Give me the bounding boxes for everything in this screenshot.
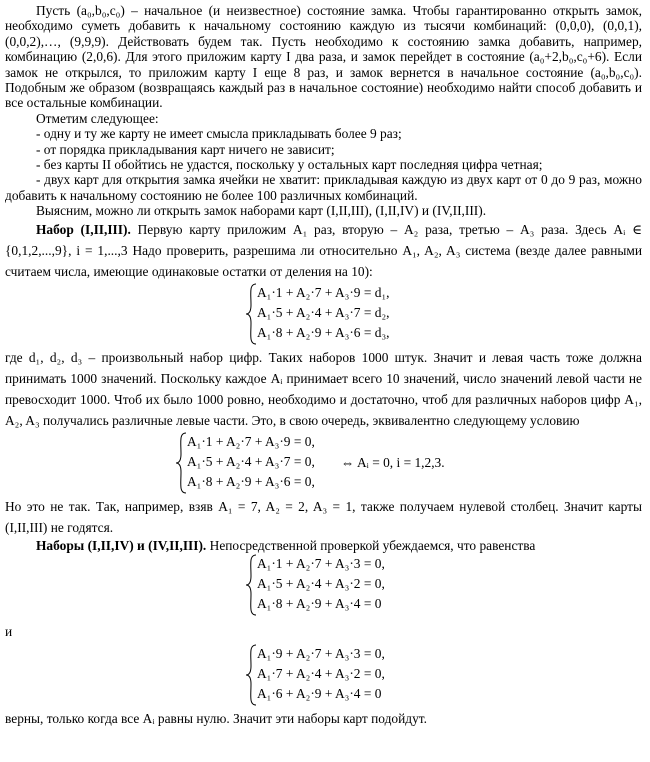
equation-row: A₁·8 + A₂·9 + A₃·6 = 0, — [187, 473, 315, 489]
set-one-heading: Набор (I,II,III). — [36, 221, 131, 237]
bullet-card-two: - без карты II обойтись не удастся, поскольку у остальных карт последняя цифра четная; — [36, 157, 543, 173]
paragraph-counterexample: Но это не так. Так, например, взяв A₁ = 7, A₂ = 2, A₃ = 1, также получаем нулевой столбец. Значит карты (I,II,III) не годятся. — [5, 498, 642, 535]
bullet-order: - от порядка прикладывания карт ничего не зависит; — [36, 141, 335, 157]
equivalence-result: ⇔ Aᵢ = 0, i = 1,2,3. — [341, 454, 445, 470]
equation-row: A₁·5 + A₂·4 + A₃·7 = 0, — [187, 453, 315, 469]
equation-system-general — [5, 283, 642, 345]
equation-system-set-two — [5, 554, 642, 616]
equation-system-set-three — [5, 644, 642, 706]
bullet-two-cards: - двух карт для открытия замка ячейки не хватит: прикладывая каждую из двух карт от 0 до 9 раз, можно добавить к начальному состоянию не более 100 различных комбинаций. — [5, 172, 642, 203]
paragraph-other-sets — [5, 538, 642, 553]
equation-row: A₁·1 + A₂·7 + A₃·3 = 0, — [257, 556, 385, 572]
equation-row: A₁·9 + A₂·7 + A₃·3 = 0, — [257, 645, 385, 661]
other-sets-heading: Наборы (I,II,IV) и (IV,II,III). — [36, 537, 207, 553]
paragraph-initial-state: Пусть (a₀,b₀,c₀) – начальное (и неизвестное) состояние замка. Чтобы гарантированно открыть замок, необходимо суметь добавить к начальному состоянию каждую из тысячи комбинаций: (0,0,0), (0,0,1), (0,0,2),…, (9,9,9). Действовать будем так. Пусть необходимо к состоянию замка добавить, например, комбинацию (2,0,6). Для этого приложим карту I два раза, и замок перейдет в состояние (a₀+2,b₀,c₀+6). Если замок не открылся, то приложим карту I еще 8 раз, и замок вернется в начальное состояние (a₀,b₀,c₀). Подобным же образом (возвращаясь каждый раз в начальное состояние) необходимо найти способ добавить и все остальные комбинации. — [5, 3, 642, 111]
equation-row: A₁·1 + A₂·7 + A₃·9 = 0, — [187, 433, 315, 449]
paragraph-thousand-values: где d₁, d₂, d₃ – произвольный набор цифр. Таких наборов 1000 штук. Значит и левая часть тоже должна принимать 1000 значений. Поскольку каждое Aᵢ принимает всего 10 значений, число значений левой части не превосходит 1000. Чтоб их было 1000 ровно, необходимо и достаточно, чтоб для различных наборов цифр A₁, A₂, A₃ получались различные левые части. Это, в свою очередь, эквивалентно следующему условию — [5, 349, 642, 428]
set-one-text: Первую карту приложим A₁ раз, вторую – A₂ раза, третью – A₃ раза. Здесь Aᵢ ∈ {0,1,2,...,9}, i = 1,...,3 Надо проверить, разрешима ли относительно A₁, A₂, A₃ система (везде далее равными считаем числа, имеющие одинаковые остатки от деления на 10): — [5, 221, 642, 279]
equation-row: A₁·5 + A₂·4 + A₃·2 = 0, — [257, 576, 385, 592]
paragraph-sets-question: Выясним, можно ли открыть замок наборами карт (I,II,III), (I,II,IV) и (IV,II,III). — [36, 203, 487, 219]
equation-row: A₁·7 + A₂·4 + A₃·2 = 0, — [257, 665, 385, 681]
paragraph-notes-intro: Отметим следующее: — [36, 110, 159, 126]
equation-system-zero — [5, 432, 642, 494]
equation-row: A₁·1 + A₂·7 + A₃·9 = d₁, — [257, 284, 390, 300]
paragraph-conclusion: верны, только когда все Aᵢ равны нулю. Значит эти наборы карт подойдут. — [5, 710, 427, 726]
system-brace — [245, 554, 257, 616]
conjunction-and: и — [5, 624, 13, 640]
other-sets-text: Непосредственной проверкой убеждаемся, что равенства — [209, 537, 536, 553]
system-brace — [175, 432, 187, 494]
equation-row: A₁·8 + A₂·9 + A₃·6 = d₃, — [257, 324, 390, 340]
equation-row: A₁·5 + A₂·4 + A₃·7 = d₂, — [257, 304, 390, 320]
equation-row: A₁·6 + A₂·9 + A₃·4 = 0 — [257, 685, 382, 701]
bullet-same-card: - одну и ту же карту не имеет смысла прикладывать более 9 раз; — [36, 126, 402, 142]
system-brace — [245, 283, 257, 345]
paragraph-set-one — [5, 219, 642, 282]
system-brace — [245, 644, 257, 706]
equation-row: A₁·8 + A₂·9 + A₃·4 = 0 — [257, 596, 382, 612]
